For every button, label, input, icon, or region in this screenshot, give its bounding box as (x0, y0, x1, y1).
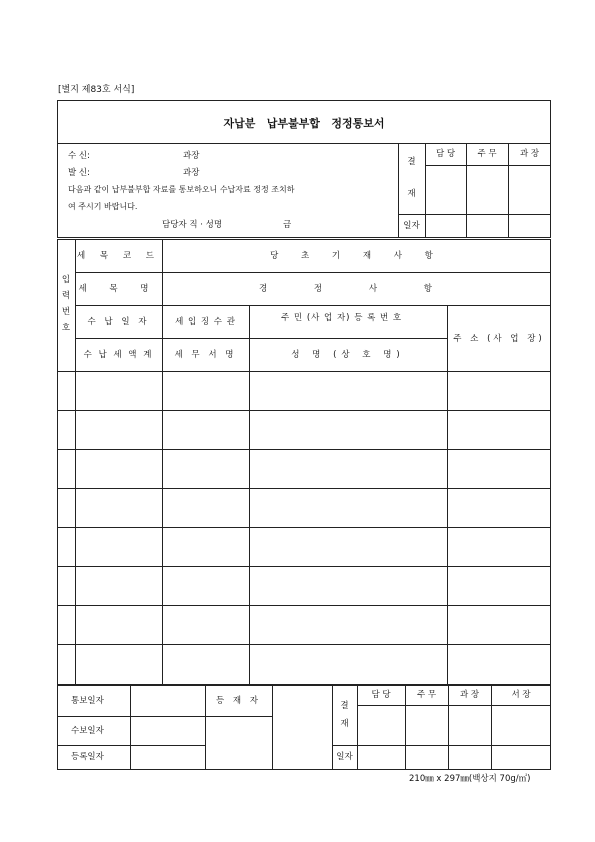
footer-col-chief: 주 무 (416, 690, 437, 700)
correction-header: 경 정 사 항 (259, 284, 454, 294)
recipient-label: 수 신: (68, 151, 90, 161)
input-number-label-3: 번 (61, 307, 71, 317)
footer-jae: 재 (340, 719, 349, 729)
revenue-officer-header: 세 입 징 수 관 (175, 317, 236, 327)
notify-date-label: 통보일자 (71, 696, 104, 706)
paper-size-note: 210㎜ x 297㎜(백상지 70g/㎡) (409, 774, 531, 784)
receive-date-label: 수보일자 (71, 726, 104, 736)
form-label: [별지 제83호 서식] (58, 85, 135, 95)
address-header: 주 소 (사 업 장) (453, 334, 545, 344)
payment-date-header: 수 납 일 자 (87, 317, 150, 327)
registration-number-header: 주 민 (사 업 자) 등 록 번 호 (281, 313, 403, 323)
registrant-label: 등 재 자 (215, 696, 262, 706)
approval-col-manager: 과 장 (519, 149, 540, 159)
name-header: 성 명 (상 호 명) (291, 350, 405, 360)
sender-label: 발 신: (68, 168, 90, 178)
payment-total-header: 수 납 세 액 계 (83, 350, 154, 360)
message-line1: 다음과 같이 납부불부합 자료를 통보하오니 수납자료 정정 조치하 (68, 185, 295, 194)
approval-col-staff: 담 당 (435, 149, 456, 159)
input-number-label-4: 호 (61, 323, 71, 333)
approval-jae: 재 (407, 189, 416, 199)
officer-end: 금 (283, 220, 292, 230)
footer-col-staff: 담 당 (371, 690, 391, 700)
page-title: 자납분 납부불부합 정정통보서 (223, 117, 385, 130)
footer-date-label: 일자 (336, 752, 353, 762)
original-entry-header: 당 초 기 재 사 항 (270, 251, 443, 261)
sender-role: 과장 (183, 168, 200, 178)
input-number-label-2: 력 (61, 291, 71, 301)
message-line2: 여 주시기 바랍니다. (68, 202, 138, 211)
approval-gyeol: 결 (407, 157, 416, 167)
footer-col-director: 서 장 (511, 690, 531, 700)
input-number-label-1: 입 (61, 275, 71, 285)
recipient-role: 과장 (183, 151, 200, 161)
tax-name-header: 세 목 명 (78, 284, 159, 294)
tax-code-header: 세 목 코 드 (77, 251, 160, 261)
footer-gyeol: 결 (340, 701, 349, 711)
approval-col-chief: 주 무 (477, 149, 497, 159)
approval-date-label: 일자 (403, 221, 420, 231)
tax-office-header: 세 무 서 명 (174, 350, 237, 360)
footer-col-manager: 과 장 (459, 690, 480, 700)
officer-label: 담당자 직 · 성명 (162, 220, 223, 230)
register-date-label: 등록일자 (71, 752, 104, 762)
